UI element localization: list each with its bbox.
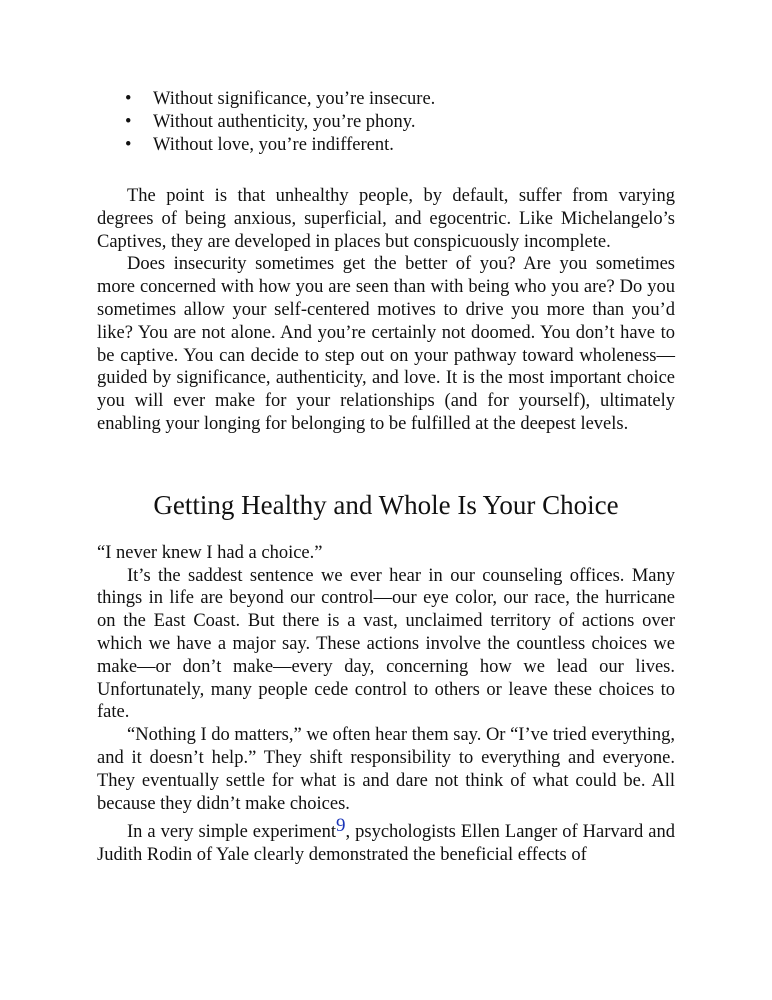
bullet-item	[125, 134, 675, 157]
bullet-text: Without significance, you’re insecure.	[153, 89, 436, 109]
book-page	[97, 88, 675, 867]
bullet-text: Without love, you’re indifferent.	[153, 135, 394, 155]
body-paragraph: The point is that unhealthy people, by default, suffer from varying degrees of being anxious, superficial, and egocentric. Like Michelangelo’s Captives, they are developed in places but conspicuously incomplete.	[97, 186, 675, 252]
bullet-marker: •	[125, 135, 132, 155]
quote-paragraph: “I never knew I had a choice.”	[97, 542, 323, 563]
body-paragraph: Does insecurity sometimes get the better of you? Are you sometimes more concerned with how you are seen than with being who you are? Do you sometimes allow your self-centered motives to drive you more than you’d like? You are not alone. And you’re certainly not doomed. You don’t have to be captive. You can decide to step out on your pathway toward wholeness—guided by significance, authenticity, and love. It is the most important choice you will ever make for your relationships (and for yourself), ultimately enabling your longing for belonging to be fulfilled at the deepest levels.	[97, 254, 675, 434]
footnote-link[interactable]: 9	[336, 815, 346, 837]
bullet-marker: •	[125, 89, 132, 109]
body-paragraph: “Nothing I do matters,” we often hear them say. Or “I’ve tried everything, and it doesn’t help.” They shift responsibility to everything and everyone. They eventually settle for what is and dare not think of what could be. All because they didn’t make choices.	[97, 725, 675, 814]
body-paragraph: It’s the saddest sentence we ever hear in our counseling offices. Many things in life are beyond our control—our eye color, our race, the hurricane on the East Coast. But there is a vast, unclaimed territory of actions over which we have a major say. These actions involve the countless choices we make—or don’t make—every day, concerning how we lead our lives. Unfortunately, many people cede control to others or leave these choices to fate.	[97, 565, 675, 723]
paragraph-text-after-note: , psychologists Ellen Langer of Harvard and Judith Rodin of Yale clearly demonstrated the beneficial effects of	[97, 822, 675, 866]
body-paragraph-with-footnote	[97, 815, 675, 867]
bullet-marker: •	[125, 112, 132, 132]
bullet-list	[125, 88, 675, 157]
bullet-item	[125, 111, 675, 134]
bullet-text: Without authenticity, you’re phony.	[153, 112, 416, 132]
paragraph-text-before-note: In a very simple experiment	[127, 822, 337, 843]
bullet-item	[125, 88, 675, 111]
section-heading: Getting Healthy and Whole Is Your Choice	[153, 489, 619, 520]
